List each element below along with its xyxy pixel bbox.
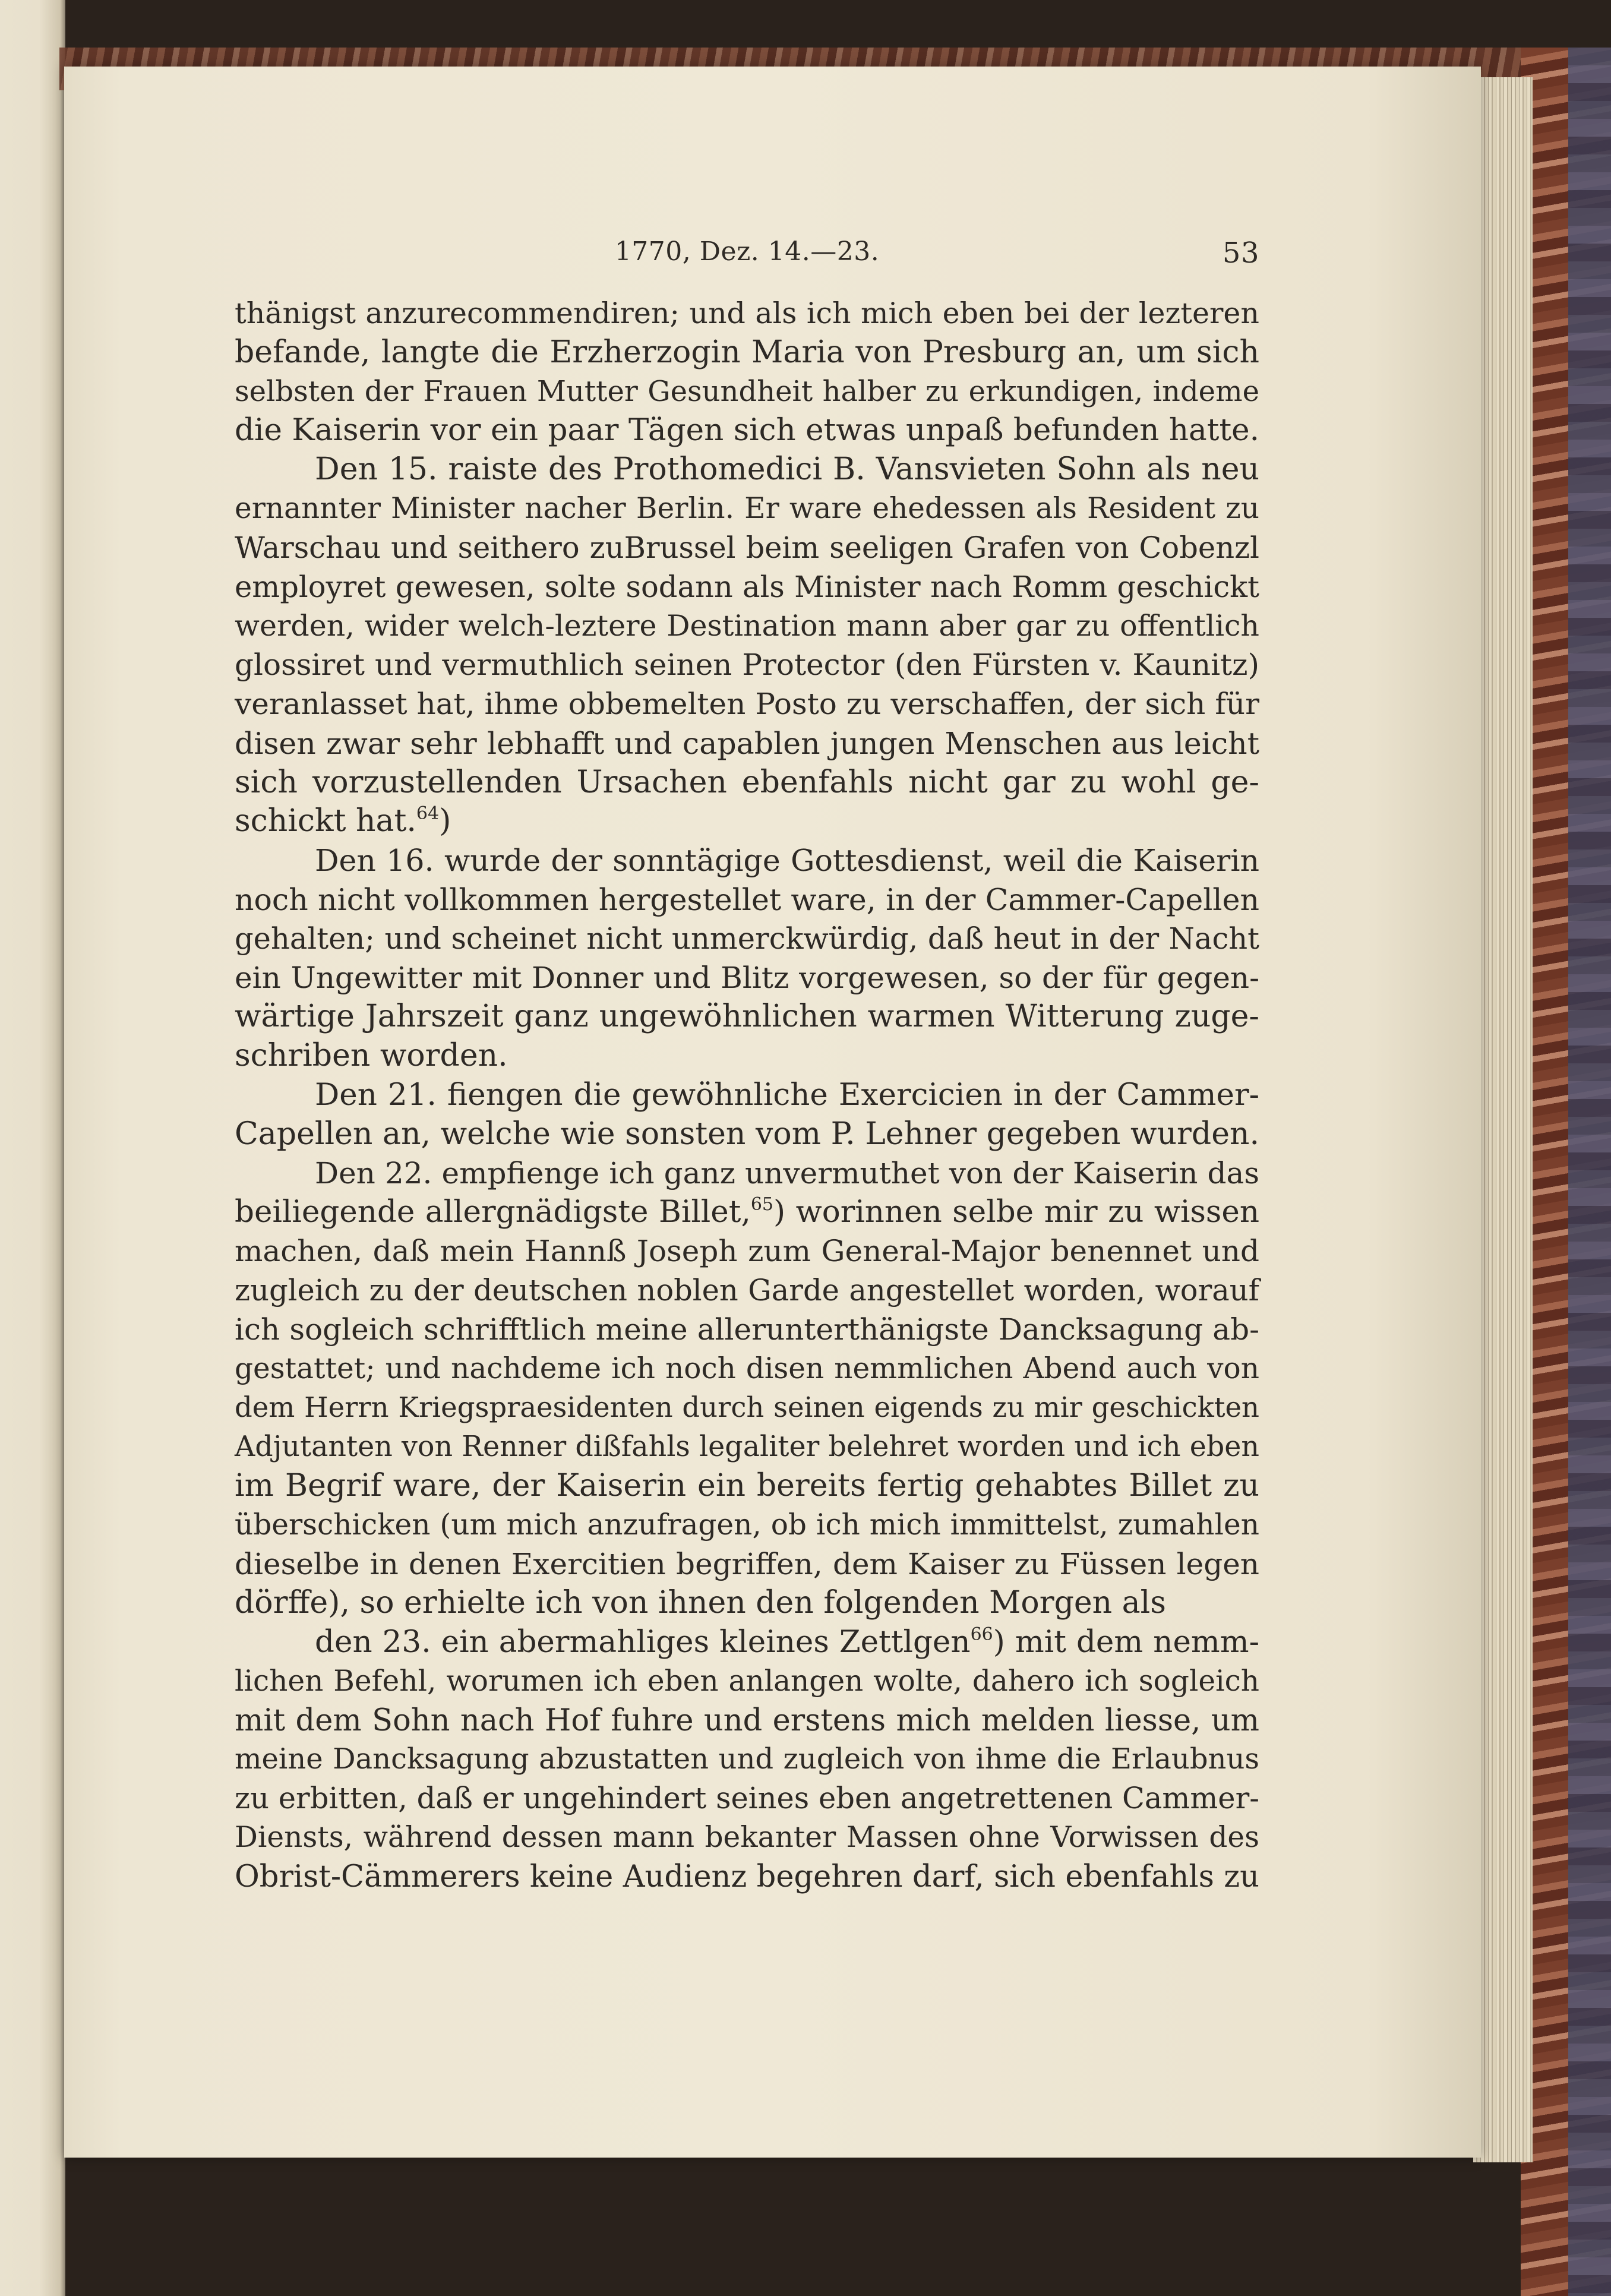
line-text: Adjutanten von Renner dißfahls legaliter belehret worden und ich eben	[235, 1430, 1259, 1464]
text-line	[235, 1115, 1259, 1154]
text-line	[235, 1623, 1259, 1662]
text-line	[235, 1467, 1259, 1506]
text-line	[235, 450, 1259, 489]
text-line	[235, 1037, 1259, 1076]
text-line	[235, 724, 1259, 763]
line-text: Den 22. empfienge ich ganz unvermuthet von der Kaiserin das	[315, 1155, 1259, 1190]
footnote-marker: 66	[970, 1624, 993, 1646]
line-text: ich sogleich schrifftlich meine allerunterthänigste Dancksagung ab-	[235, 1312, 1259, 1347]
line-text: befande, langte die Erzherzogin Maria von Presburg an, um sich	[235, 334, 1259, 370]
text-line	[235, 1662, 1259, 1701]
footnote-marker: 64	[416, 803, 440, 825]
line-text: dem Herrn Kriegspraesidenten durch seinen eigends zu mir geschickten	[235, 1391, 1259, 1424]
line-text: dieselbe in denen Exercitien begriffen, dem Kaiser zu Füssen legen	[235, 1546, 1259, 1581]
text-line	[235, 294, 1259, 333]
text-line	[235, 1858, 1259, 1897]
line-text: überschicken (um mich anzufragen, ob ich mich immittelst, zumahlen	[235, 1508, 1259, 1542]
text-line	[235, 1271, 1259, 1310]
text-line	[235, 841, 1259, 880]
line-text: employret gewesen, solte sodann als Minister nach Romm geschickt	[235, 569, 1259, 604]
text-line	[235, 1154, 1259, 1193]
line-text: schriben worden.	[235, 1038, 508, 1074]
line-text: selbsten der Frauen Mutter Gesundheit halber zu erkundigen, indeme	[235, 374, 1259, 408]
text-line	[235, 411, 1259, 450]
line-text: zugleich zu der deutschen noblen Garde angestellet worden, worauf	[235, 1272, 1259, 1308]
body-text	[235, 294, 1259, 1897]
line-text: ernannter Minister nacher Berlin. Er ware ehedessen als Resident zu	[235, 491, 1259, 525]
line-text: machen, daß mein Hannß Joseph zum General-Major benennet und	[235, 1234, 1259, 1269]
text-line	[235, 1779, 1259, 1818]
line-text: zu erbitten, daß er ungehindert seines eben angetrettenen Cammer-	[235, 1781, 1259, 1816]
text-line	[235, 1740, 1259, 1779]
line-text: ein Ungewitter mit Donner und Blitz vorgewesen, so der für gegen-	[235, 960, 1259, 995]
line-text: die Kaiserin vor ein paar Tägen sich etwas unpaß befunden hatte.	[235, 412, 1259, 449]
line-text: lichen Befehl, worumen ich eben anlangen wolte, dahero ich sogleich	[235, 1664, 1259, 1698]
line-text: Den 21. fiengen die gewöhnliche Exercicien in der Cammer-	[315, 1076, 1259, 1113]
line-text: werden, wider welch-leztere Destination mann aber gar zu offentlich	[235, 609, 1259, 643]
line-text: gehalten; und scheinet nicht unmerckwürdig, daß heut in der Nacht	[235, 921, 1259, 956]
text-line	[235, 880, 1259, 920]
text-line	[235, 1584, 1259, 1623]
text-line	[235, 920, 1259, 959]
line-text-continued: ) worinnen selbe mir zu wissen	[773, 1194, 1259, 1230]
cover-spine-edge	[1568, 48, 1611, 2296]
line-text: veranlasset hat, ihme obbemelten Posto zu verschaffen, der sich für	[235, 686, 1259, 721]
text-line	[235, 959, 1259, 998]
line-text: beiliegende allergnädigste Billet,	[235, 1194, 751, 1230]
line-text: schickt hat.	[235, 803, 416, 839]
line-text: wärtige Jahrszeit ganz ungewöhnlichen warmen Witterung zuge-	[235, 999, 1259, 1035]
text-line	[235, 1506, 1259, 1545]
text-line	[235, 646, 1259, 685]
text-line	[235, 1545, 1259, 1584]
line-text: sich vorzustellenden Ursachen ebenfahls nicht gar zu wohl ge-	[235, 764, 1259, 800]
line-text: Obrist-Cämmerers keine Audienz begehren darf, sich ebenfahls zu	[235, 1859, 1259, 1894]
line-text: glossiret und vermuthlich seinen Protector (den Fürsten v. Kaunitz)	[235, 648, 1259, 683]
text-line	[235, 685, 1259, 724]
text-line	[235, 489, 1259, 529]
text-line	[235, 763, 1259, 803]
line-text: Den 15. raiste des Prothomedici B. Vansvieten Sohn als neu	[315, 451, 1259, 488]
text-line	[235, 997, 1259, 1037]
line-text: gestattet; und nachdeme ich noch disen nemmlichen Abend auch von	[235, 1351, 1259, 1385]
running-title: 1770, Dez. 14.—23.	[614, 236, 880, 267]
text-line	[235, 1428, 1259, 1467]
text-line	[235, 1388, 1259, 1428]
line-text: Warschau und seithero zuBrussel beim seeligen Grafen von Cobenzl	[235, 530, 1259, 565]
text-line	[235, 1193, 1259, 1232]
page-stack-edge	[1473, 77, 1533, 2162]
text-line	[235, 1076, 1259, 1115]
line-text: disen zwar sehr lebhafft und capablen jungen Menschen aus leicht	[235, 725, 1259, 761]
text-line	[235, 333, 1259, 372]
left-page-edge	[0, 0, 65, 2296]
text-line	[235, 802, 1259, 841]
line-text: den 23. ein abermahliges kleines Zettlgen	[315, 1624, 971, 1660]
line-text: Den 16. wurde der sonntägige Gottesdienst, weil die Kaiserin	[315, 843, 1259, 879]
line-text: mit dem Sohn nach Hof fuhre und erstens mich melden liesse, um	[235, 1703, 1259, 1738]
line-text: thänigst anzurecommendiren; und als ich mich eben bei der lezteren	[235, 296, 1259, 330]
line-text: dörffe), so erhielte ich von ihnen den folgenden Morgen als	[235, 1585, 1166, 1621]
text-line	[235, 1701, 1259, 1741]
text-line	[235, 1350, 1259, 1389]
text-line	[235, 529, 1259, 568]
line-text: Diensts, während dessen mann bekanter Massen ohne Vorwissen des	[235, 1821, 1259, 1855]
running-header	[235, 236, 1259, 272]
text-line	[235, 607, 1259, 646]
line-text: im Begrif ware, der Kaiserin ein bereits fertig gehabtes Billet zu	[235, 1467, 1259, 1504]
line-text: noch nicht vollkommen hergestellet ware, in der Cammer-Capellen	[235, 882, 1259, 917]
text-line	[235, 568, 1259, 607]
footnote-marker: 65	[750, 1194, 774, 1215]
line-text: Capellen an, welche wie sonsten vom P. Lehner gegeben wurden.	[235, 1116, 1259, 1152]
line-text-continued: ) mit dem nemm-	[993, 1624, 1259, 1660]
text-line	[235, 1232, 1259, 1271]
text-line	[235, 1818, 1259, 1858]
line-text-continued: )	[439, 803, 451, 839]
text-line	[235, 1310, 1259, 1350]
text-line	[235, 372, 1259, 412]
line-text: meine Dancksagung abzustatten und zugleich von ihme die Erlaubnus	[235, 1742, 1259, 1776]
page-number: 53	[1222, 236, 1259, 270]
